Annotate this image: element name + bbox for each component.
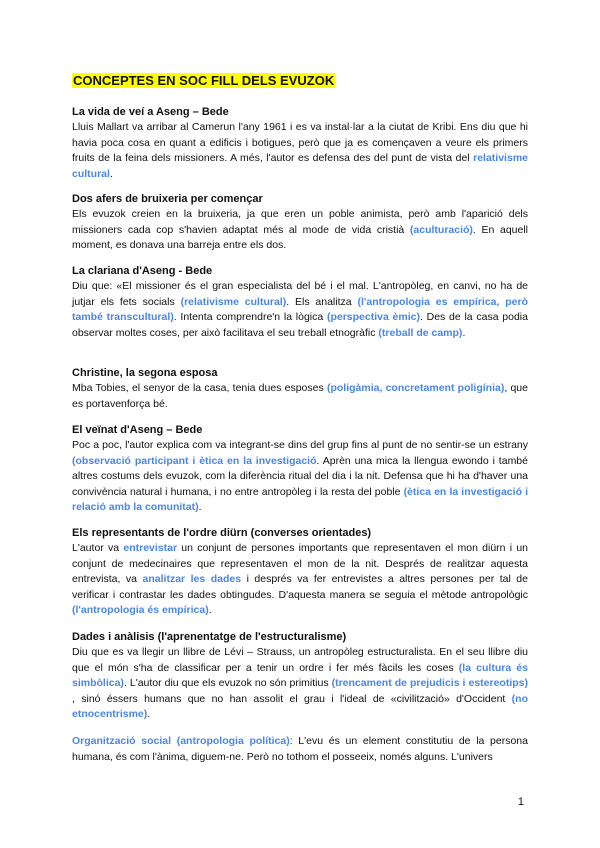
section-dades-i-analisis [72,630,528,723]
section-heading: La clariana d'Aseng - Bede [72,265,213,277]
text-run: Diu que: «El missioner és el gran especialista del bé i el mal. L'antropòleg, en canvi, no ha de jutjar els fets socials [72,280,528,308]
section-la-clariana [72,264,528,341]
text-run: L'autor va [72,542,124,554]
section-heading: Els representants de l'ordre diürn (converses orientades) [72,527,372,539]
document-title [72,72,335,90]
text-run: . [208,604,212,616]
section-christine [72,366,528,412]
text-run: . Aprèn una mica la llengua ewondo i també altres costums dels evuzok, com la diferència ritual del dia i la nit. Defensa que hi ha d'haver una convivència natural i humana, i no entre antropòleg i la resta del poble [72,454,528,498]
text-run: , que es portavenforça bé. [72,382,528,410]
text-run: . En aquell moment, es donava una barreja entre els dos. [72,223,529,251]
concept-highlight: (observació participant i ètica en la investigació [72,454,317,467]
section-la-vida-de-vei [72,105,528,182]
section-heading: El veïnat d'Aseng – Bede [72,424,203,436]
text-run: . Des de la casa podia observar moltes coses, per això facilitava el seu treball etnogràfic [72,311,528,339]
section-paragraph [72,120,528,182]
concept-highlight: entrevistar [123,542,178,554]
concept-highlight: (no etnocentrisme) [72,692,528,720]
concept-highlight: (l'antropologia es empírica, però també transcultural) [72,295,529,323]
text-run: : L'evu és un element constitutiu de la persona humana, és com l'ànima, diguem-ne. Però no tothom el posseeix, només alguns. L'univers [72,735,528,763]
concept-highlight: relativisme cultural [72,152,528,180]
title-highlight: CONCEPTES EN SOC FILL DELS EVUZOK [73,73,335,88]
section-paragraph [72,438,528,516]
text-run: . [109,167,113,180]
section-paragraph [72,734,528,765]
text-run: . Els analitza [286,295,358,308]
concept-highlight: (relativisme cultural) [180,295,287,308]
text-run: un conjunt de persones importants que representaven el mon diürn i un conjunt de medecinaires que representaven el mon de la nit. Després de realitzar aquesta entrevista, va [72,542,529,585]
page-number: 1 [517,796,524,808]
text-run: , sinó éssers humans que no han assolit el grau i l'ideal de «civilització» d'Occident [72,692,512,705]
section-heading: Christine, la segona esposa [72,367,218,379]
section-el-veinat [72,423,528,516]
section-paragraph [72,541,528,619]
section-paragraph [72,207,528,254]
section-paragraph [72,645,528,723]
section-heading: Dos afers de bruixeria per començar [72,193,263,205]
text-run: Diu que es va llegir un llibre de Lévi – Strauss, un antropòleg estructuralista. En el seu llibre diu que el món s'ha de classificar per a tenir un ordre i fer més fàcils les coses [72,646,528,674]
concept-highlight: (treball de camp) [378,326,463,339]
text-run: . L'autor diu que els evuzok no són primitius [123,677,332,689]
section-dos-afers-de-bruixeria [72,192,528,254]
concept-highlight: Organització social (antropologia política) [72,735,290,747]
text-run: Els evuzok creien en la bruixeria, ja que eren un poble animista, però amb l'aparició dels missioners cada cop s'havien adaptat més al mode de vida cristià [72,208,528,236]
concept-highlight: (poligàmia, concretament poligínia) [326,382,505,394]
text-run: Poc a poc, l'autor explica com va integrant-se dins del grup fins al punt de no sentir-se un estrany [72,439,528,451]
section-els-representants [72,526,528,619]
concept-highlight: (l'antropologia és empírica) [72,604,209,616]
concept-highlight: (aculturació) [409,223,473,236]
concept-highlight: (trencament de prejudicis i estereotips) [331,677,528,689]
concept-highlight: analitzar les dades [142,573,242,585]
section-heading: Dades i anàlisis (l'aprenentatge de l'estructuralisme) [72,631,347,643]
concept-highlight: (la cultura és simbòlica) [72,661,528,689]
section-paragraph [72,279,528,341]
text-run: i després va fer entrevistes a altres persones per tal de verificar i contrastar les dades obtingudes. D'aquesta manera se seguia el mètode antropològic [72,573,528,601]
section-organitzacio-social [72,734,528,765]
concept-highlight: (ètica en la investigació i relació amb la comunitat) [72,485,528,513]
text-run: Mba Tobies, el senyor de la casa, tenia dues esposes [72,382,327,394]
text-run: . [462,326,466,339]
text-run: . Intenta comprendre'n la lògica [173,311,327,323]
text-run: Lluis Mallart va arribar al Camerun l'any 1961 i es va instal·lar a la ciutat de Kribi. Ens diu que hi havia poca cosa en quant a edificis i botigues, però que ja es començaven a veure els primers fruits de la feina dels missioners. A més, l'autor es defensa des del punt de vista del [72,121,528,164]
text-run: . [147,708,151,720]
concept-highlight: (perspectiva èmic) [326,311,420,323]
text-run: . [198,501,202,513]
section-heading: La vida de veí a Aseng – Bede [72,106,229,118]
section-paragraph [72,381,528,412]
